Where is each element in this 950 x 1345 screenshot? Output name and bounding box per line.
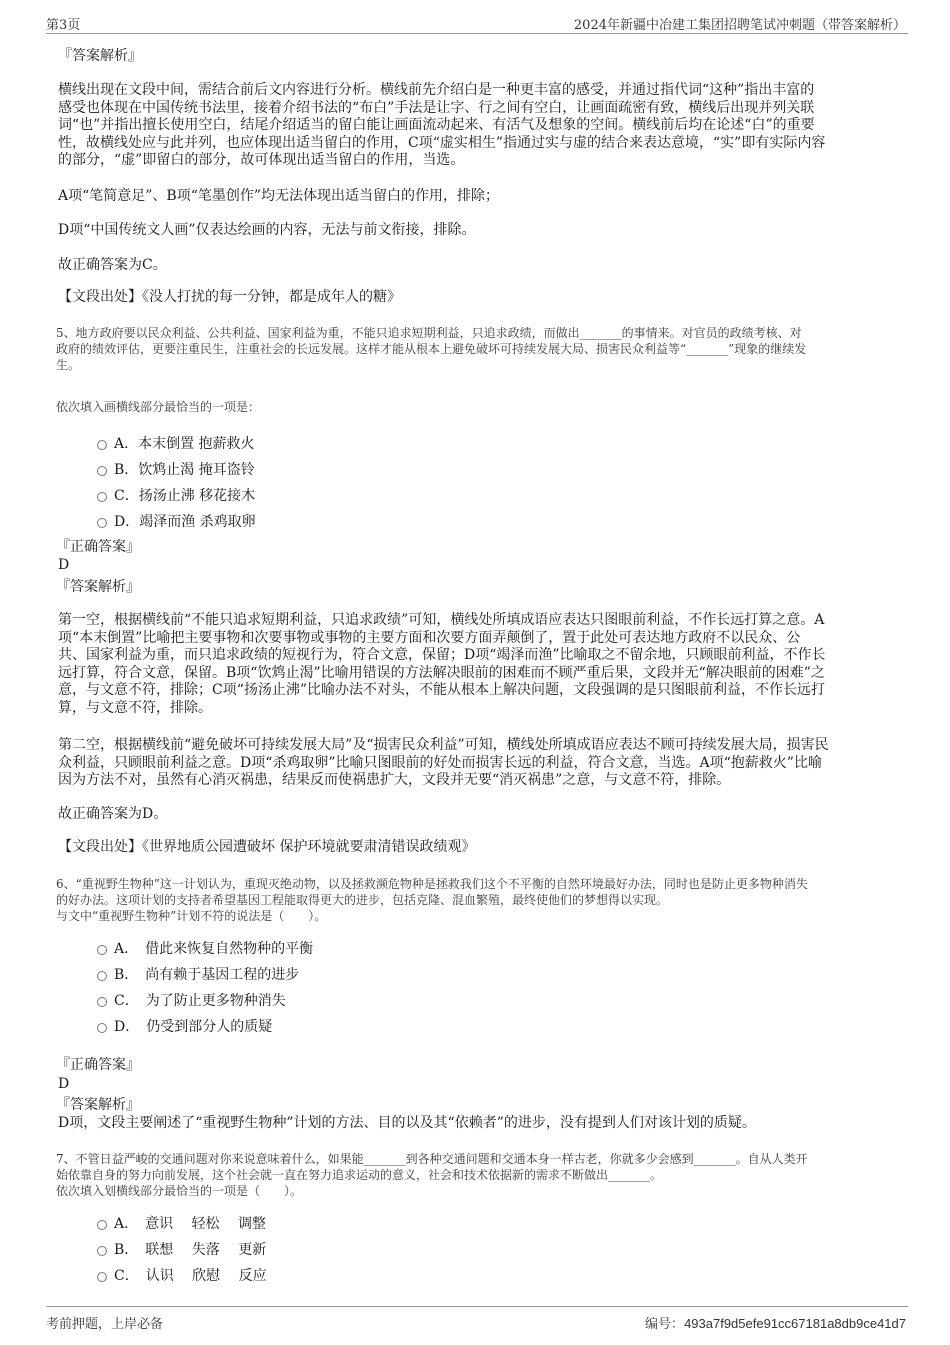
q5-correct-answer: D bbox=[58, 557, 70, 573]
radio-icon[interactable] bbox=[97, 1023, 107, 1033]
radio-icon[interactable] bbox=[97, 1272, 107, 1282]
q5-stem-line: 5、地方政府要以民众利益、公共利益、国家利益为重，不能只追求短期利益，只追求政绩，而做出_______的事情来。对官员的政绩考核、对 bbox=[56, 326, 802, 340]
q5-stem-line: 生。 bbox=[56, 358, 81, 372]
q6-analysis: D项，文段主要阐述了“重视野生物种”计划的方法、目的以及其“依赖者”的进步，没有提到人们对该计划的质疑。 bbox=[58, 1115, 756, 1131]
q5-analysis-paragraph-2 bbox=[58, 737, 829, 790]
footer-code-label: 编号： bbox=[645, 1317, 685, 1332]
q5-analysis-line: 第二空，根据横线前“避免破坏可持续发展大局”及“损害民众利益”可知，横线处所填成语应表达不顾可持续发展大局，损害民 bbox=[58, 737, 829, 753]
q4-source: 【文段出处】《没人打扰的每一分钟，都是成年人的糖》 bbox=[58, 289, 401, 305]
q5-analysis-line: 意，与文意不符，排除；C项“扬汤止沸”比喻办法不对头，不能从根本上解决问题，文段强调的是只图眼前利益，不作长远打 bbox=[58, 682, 826, 698]
header-divider bbox=[46, 33, 908, 34]
q5-analysis-line: 共、国家利益为重，而只追求政绩的短视行为，符合文意，保留；D项“竭泽而渔”比喻取之不留余地，只顾眼前利益，不作长 bbox=[58, 647, 826, 663]
q4-analysis-line: 性，故横线处应与此并列，也应体现出适当留白的作用，C项“虚实相生”指通过实与虚的结合来表达意境，“实”即有实际内容 bbox=[58, 134, 826, 151]
footer-code bbox=[645, 1313, 906, 1332]
radio-icon[interactable] bbox=[97, 466, 107, 476]
q5-source: 【文段出处】《世界地质公园遭破坏 保护环境就要肃清错误政绩观》 bbox=[58, 839, 476, 855]
q5-analysis-line: 第一空，根据横线前“不能只追求短期利益，只追求政绩”可知，横线处所填成语应表达只图眼前利益，不作长远打算之意。A bbox=[58, 612, 825, 628]
q7-stem-line: 依次填入划横线部分最恰当的一项是（ ）。 bbox=[56, 1184, 303, 1198]
q6-stem bbox=[56, 876, 808, 924]
q6-analysis-label: 『答案解析』 bbox=[56, 1097, 140, 1113]
q5-analysis-line: 因为方法不对，虽然有心消灭祸患，结果反而使祸患扩大，文段并无要“消灭祸患”之意，与文意不符，排除。 bbox=[58, 772, 731, 788]
q5-analysis-line: 算，与文意不符，排除。 bbox=[58, 699, 212, 716]
radio-icon[interactable] bbox=[97, 945, 107, 955]
q5-correct-label: 『正确答案』 bbox=[56, 539, 140, 555]
radio-icon[interactable] bbox=[97, 997, 107, 1007]
radio-icon[interactable] bbox=[97, 971, 107, 981]
q4-exclude-d: D项“中国传统文人画”仅表达绘画的内容，无法与前文衔接，排除。 bbox=[58, 222, 476, 238]
option-label: D．竭泽而渔 杀鸡取卵 bbox=[114, 514, 256, 530]
q6-stem-line: 6、“重视野生物种”这一计划认为，重现灭绝动物，以及拯救濒危物种是拯救我们这个不平衡的自然环境最好办法，同时也是防止更多物种消失 bbox=[56, 877, 808, 891]
q5-analysis-label: 『答案解析』 bbox=[56, 579, 140, 595]
q6-correct-label: 『正确答案』 bbox=[56, 1057, 140, 1073]
option-label: A． 意识 轻松 调整 bbox=[114, 1216, 267, 1232]
q5-conclusion: 故正确答案为D。 bbox=[58, 806, 168, 822]
q5-prompt: 依次填入画横线部分最恰当的一项是： bbox=[56, 400, 261, 414]
option-label: B．饮鸩止渴 掩耳盗铃 bbox=[114, 462, 255, 478]
q4-analysis-line: 词“也”并指出擅长使用空白，结尾介绍适当的留白能让画面流动起来、有活气及想象的空间。横线前后均在论述“白”的重要 bbox=[58, 117, 815, 133]
q4-analysis-paragraph bbox=[58, 82, 825, 170]
radio-icon[interactable] bbox=[97, 492, 107, 502]
q7-stem bbox=[56, 1151, 808, 1199]
footer-divider bbox=[46, 1306, 908, 1307]
document-title: 2024年新疆中冶建工集团招聘笔试冲刺题（带答案解析） bbox=[573, 18, 906, 33]
radio-icon[interactable] bbox=[97, 440, 107, 450]
q6-stem-line: 与文中“重视野生物种”计划不符的说法是（ ）。 bbox=[56, 909, 327, 923]
page-number: 第3页 bbox=[46, 18, 81, 33]
radio-icon[interactable] bbox=[97, 1246, 107, 1256]
q5-stem bbox=[56, 325, 806, 373]
q6-correct-answer: D bbox=[58, 1076, 70, 1092]
option-label: B． 尚有赖于基因工程的进步 bbox=[114, 967, 300, 983]
option-label: C． 为了防止更多物种消失 bbox=[114, 993, 286, 1009]
option-label: D． 仍受到部分人的质疑 bbox=[114, 1019, 273, 1035]
radio-icon[interactable] bbox=[97, 1220, 107, 1230]
option-label: A． 借此来恢复自然物种的平衡 bbox=[114, 941, 314, 957]
q4-exclude-ab: A项“笔简意足”、B项“笔墨创作”均无法体现出适当留白的作用，排除； bbox=[58, 188, 500, 204]
q4-conclusion: 故正确答案为C。 bbox=[58, 257, 167, 273]
option-label: B． 联想 失落 更新 bbox=[114, 1242, 267, 1258]
q5-analysis-line: 远打算，符合文意，保留。B项“饮鸩止渴”比喻用错误的方法解决眼前的困难而不顾严重后果，文段并无“解决眼前的困难”之 bbox=[58, 664, 825, 681]
q5-analysis-paragraph-1 bbox=[58, 612, 826, 717]
q4-analysis-line: 的部分，“虚”即留白的部分，故可体现出适当留白的作用，当选。 bbox=[58, 152, 465, 168]
q7-stem-line: 始依靠自身的努力向前发展，这个社会就一直在努力追求运动的意义，社会和技术依据新的需求不断做出_______。 bbox=[56, 1168, 663, 1182]
q4-analysis-line: 感受也体现在中国传统书法里，接着介绍书法的“布白”手法是让字、行之间有空白，让画面疏密有致，横线后出现并列关联 bbox=[58, 99, 815, 116]
radio-icon[interactable] bbox=[97, 518, 107, 528]
footer-code-value: 493a7f9d5efe91cc67181a8db9ce41d7 bbox=[684, 1316, 906, 1331]
q5-stem-line: 政府的绩效评估，更要注重民生，注重社会的长远发展。这样才能从根本上避免破坏可持续发展大局、损害民众利益等“_______”现象的继续发 bbox=[56, 342, 807, 356]
q7-stem-line: 7、不管日益严峻的交通问题对你来说意味着什么，如果能_______到各种交通问题和交通本身一样古老，你就多少会感到_______。自从人类开 bbox=[56, 1152, 808, 1166]
option-label: A．本末倒置 抱薪救火 bbox=[114, 436, 255, 452]
option-label: C．扬汤止沸 移花接木 bbox=[114, 488, 256, 504]
q6-stem-line: 的好办法。这项计划的支持者希望基因工程能取得更大的进步，包括克隆、混血繁殖，最终使他们的梦想得以实现。 bbox=[56, 893, 669, 907]
option-label: C． 认识 欣慰 反应 bbox=[114, 1268, 267, 1284]
q5-analysis-line: 众利益，只顾眼前利益之意。D项“杀鸡取卵”比喻只图眼前的好处而损害长远的利益，符合文意，当选。A项“抱薪救火”比喻 bbox=[58, 754, 822, 771]
q5-analysis-line: 项“本末倒置”比喻把主要事物和次要事物或事物的主要方面和次要方面弄颠倒了，置于此处可表达地方政府不以民众、公 bbox=[58, 629, 801, 646]
q4-analysis-line: 横线出现在文段中间，需结合前后文内容进行分析。横线前先介绍白是一种更丰富的感受，并通过指代词“这种”指出丰富的 bbox=[58, 82, 815, 98]
footer-slogan: 考前押题，上岸必备 bbox=[46, 1317, 164, 1332]
q4-analysis-label: 『答案解析』 bbox=[58, 48, 142, 64]
